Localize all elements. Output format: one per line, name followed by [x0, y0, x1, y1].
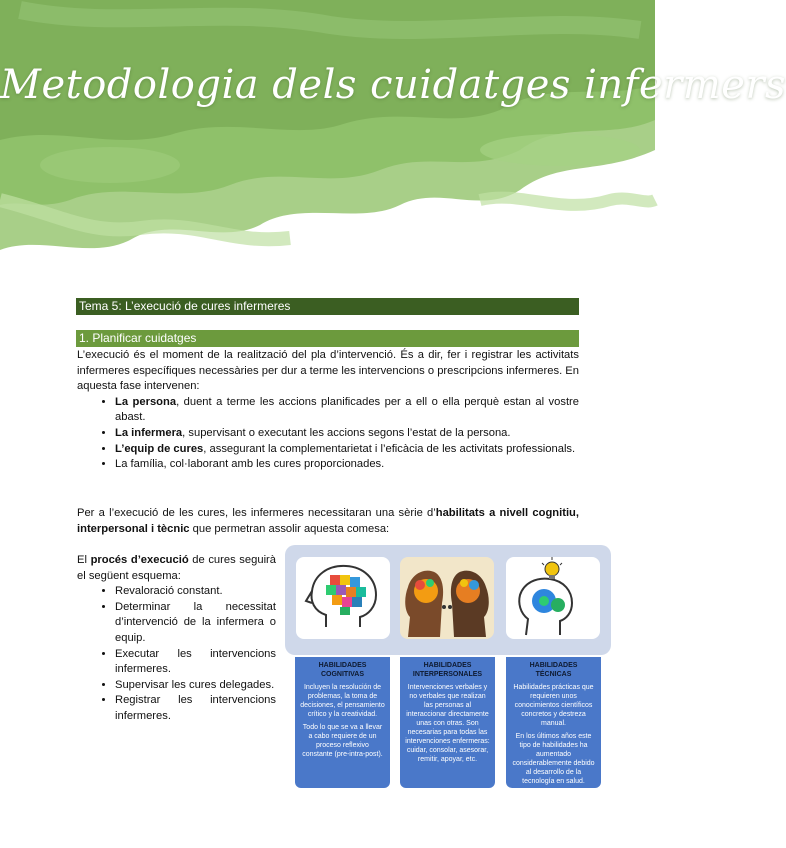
list-item [115, 395, 579, 426]
page-title: Metodologia dels cuidatges infermers [0, 62, 786, 108]
list-item: • Supervisar les cures delegades. [115, 678, 276, 694]
intro-block [77, 348, 579, 473]
card-title: HABILIDADES INTERPERSONALES [412, 662, 483, 678]
list-item: • Revaloració constant. [115, 584, 276, 600]
list-item: • Executar les intervencions infermeres. [115, 647, 276, 678]
process-block [77, 553, 276, 725]
card-text: Habilidades prácticas que requieren unos conocimientos científicos concretos y destreza manual. [513, 684, 594, 727]
actor-text: , supervisant o executant les accions segons l’estat de la persona. [182, 426, 511, 439]
list-item [115, 426, 579, 442]
card-text: En los últimos años este tipo de habilidades ha aumentado considerablemente debido al desarrollo de la tecnología en salud. [512, 733, 595, 785]
process-intro [77, 553, 276, 584]
list-item: • Registrar les intervencions infermeres. [115, 693, 276, 724]
skills-text-after: que permetran assolir aquesta comesa: [189, 522, 390, 535]
process-steps-list [77, 584, 276, 724]
brain-puzzle-icon [296, 557, 390, 639]
process-text-bold: procés d’execució [90, 554, 189, 566]
actor-text: , duent a terme les accions planificades per a ell o ella perquè estan al vostre abast. [115, 395, 580, 424]
interpersonal-skills-card [400, 657, 495, 788]
list-item: • Determinar la necessitat d’intervenció de la infermera o equip. [115, 600, 276, 647]
skills-infographic [285, 545, 611, 790]
skills-text-bold: habilitats a nivell cognitiu, interpersonal i tècnic [77, 507, 579, 535]
list-item [115, 457, 579, 473]
card-text: Incluyen la resolución de problemas, la toma de decisiones, el pensamiento crítico y la creatividad. [300, 684, 385, 718]
cognitive-head-illustration [296, 557, 390, 639]
actor-term: La infermera [115, 426, 183, 439]
topic-bar: Tema 5: L’execució de cures infermeres [76, 298, 579, 315]
header-watercolor-background [0, 0, 786, 270]
intro-paragraph: L’execució és el moment de la realització del pla d’intervenció. És a dir, fer i registrar les activitats infermeres específiques necessàries per dur a terme les intervencions o prescripcions infermeres. En aquesta fase intervenen: [77, 349, 579, 393]
card-text: Intervenciones verbales y no verbales que realizan las personas al interaccionar directamente unas con otras. Son necesarias para todas las intervenciones enfermeras: cuidar, consolar, asesorar, remitir, apoyar, etc. [405, 684, 490, 763]
skills-text-before: Per a l’execució de les cures, les infermeres necessitaran una sèrie d’ [77, 507, 436, 519]
actor-text: , assegurant la complementarietat i l’eficàcia de les activitats professionals. [203, 442, 576, 455]
section-heading: 1. Planificar cuidatges [76, 330, 579, 347]
actor-term: L’equip de cures [115, 442, 204, 455]
card-text: Todo lo que se va a llevar a cabo requiere de un proceso reflexivo constante (pre-intra-post). [302, 724, 383, 758]
card-title: HABILIDADES TÉCNICAS [529, 662, 578, 678]
actor-term: La persona [115, 395, 177, 408]
skills-paragraph [77, 506, 579, 537]
card-title: HABILIDADES COGNITIVAS [318, 662, 367, 678]
technical-head-illustration [506, 557, 600, 639]
process-text-after: de cures seguirà el següent esquema: [77, 554, 276, 582]
two-heads-icon [400, 557, 494, 639]
technical-skills-card [506, 657, 601, 788]
interpersonal-heads-illustration [400, 557, 494, 639]
list-item [115, 442, 579, 458]
process-text-before: El [77, 554, 91, 566]
cognitive-skills-card [295, 657, 390, 788]
actors-list [77, 395, 579, 473]
actor-text: La família, col·laborant amb les cures proporcionades. [115, 458, 385, 471]
gears-lightbulb-icon [506, 557, 600, 639]
